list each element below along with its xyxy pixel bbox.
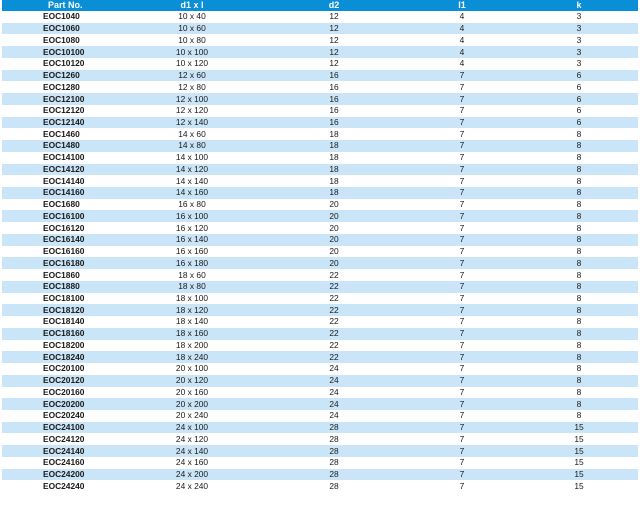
cell-k: 3 <box>520 46 638 58</box>
table-row <box>2 46 638 58</box>
cell-d1xl: 18 x 140 <box>175 316 209 327</box>
cell-part-no: EOC1060 <box>2 23 120 35</box>
cell-part-no: EOC18240 <box>2 351 120 363</box>
cell-l1: 7 <box>404 164 520 176</box>
cell-k: 15 <box>520 422 638 434</box>
cell-k: 3 <box>576 34 582 45</box>
table-row <box>2 363 638 375</box>
cell-k: 8 <box>520 257 638 269</box>
table-header <box>2 0 638 11</box>
cell-part-no: EOC16120 <box>43 222 85 233</box>
cell-k: 8 <box>576 292 582 303</box>
cell-d2: 22 <box>264 351 404 363</box>
cell-l1: 4 <box>404 46 520 58</box>
cell-k: 8 <box>576 386 582 397</box>
cell-part-no: EOC24100 <box>2 422 120 434</box>
cell-d1xl: 24 x 140 <box>120 445 264 457</box>
cell-k: 15 <box>574 480 584 491</box>
cell-l1: 7 <box>459 152 465 163</box>
table-row <box>2 58 638 70</box>
cell-d2: 24 <box>329 386 339 397</box>
cell-part-no: EOC20200 <box>2 398 120 410</box>
cell-l1: 4 <box>459 11 465 22</box>
cell-d2: 28 <box>264 422 404 434</box>
cell-l1: 4 <box>459 58 465 69</box>
cell-d1xl: 24 x 120 <box>175 433 209 444</box>
cell-d2: 24 <box>264 398 404 410</box>
cell-k: 8 <box>576 246 582 257</box>
cell-d2: 28 <box>264 445 404 457</box>
cell-part-no: EOC24120 <box>43 433 85 444</box>
table-row <box>2 293 638 305</box>
cell-k: 8 <box>576 410 582 421</box>
table-row <box>2 480 638 492</box>
cell-l1: 7 <box>404 445 520 457</box>
cell-l1: 7 <box>404 210 520 222</box>
cell-k: 8 <box>520 187 638 199</box>
cell-d1xl: 20 x 200 <box>120 398 264 410</box>
cell-d1xl: 14 x 80 <box>120 140 264 152</box>
cell-d1xl: 18 x 120 <box>120 304 264 316</box>
cell-d1xl: 12 x 140 <box>120 117 264 129</box>
cell-d2: 20 <box>264 210 404 222</box>
table-row <box>2 340 638 352</box>
cell-l1: 7 <box>404 304 520 316</box>
cell-d1xl: 14 x 140 <box>175 175 209 186</box>
cell-k: 8 <box>576 128 582 139</box>
cell-l1: 7 <box>459 292 465 303</box>
cell-k: 8 <box>520 281 638 293</box>
cell-d1xl: 24 x 200 <box>120 469 264 481</box>
cell-part-no: EOC18140 <box>43 316 85 327</box>
cell-l1: 7 <box>404 351 520 363</box>
cell-d2: 22 <box>264 328 404 340</box>
cell-l1: 7 <box>404 257 520 269</box>
table-row <box>2 269 638 281</box>
cell-l1: 7 <box>404 422 520 434</box>
cell-part-no: EOC24240 <box>43 480 85 491</box>
cell-l1: 7 <box>459 363 465 374</box>
cell-d2: 20 <box>264 257 404 269</box>
cell-d1xl: 16 x 180 <box>120 257 264 269</box>
cell-l1: 7 <box>459 457 465 468</box>
cell-k: 8 <box>576 339 582 350</box>
cell-d1xl: 18 x 240 <box>120 351 264 363</box>
cell-k: 8 <box>576 222 582 233</box>
cell-l1: 7 <box>459 269 465 280</box>
cell-k: 15 <box>520 445 638 457</box>
cell-d1xl: 10 x 100 <box>120 46 264 58</box>
cell-d2: 18 <box>264 140 404 152</box>
cell-d1xl: 10 x 120 <box>175 58 209 69</box>
cell-l1: 7 <box>404 375 520 387</box>
table-body <box>2 11 638 492</box>
cell-d2: 24 <box>329 410 339 421</box>
cell-k: 6 <box>520 93 638 105</box>
cell-d2: 18 <box>329 128 339 139</box>
cell-d2: 20 <box>329 222 339 233</box>
cell-d2: 22 <box>329 292 339 303</box>
cell-k: 8 <box>520 234 638 246</box>
cell-part-no: EOC24140 <box>2 445 120 457</box>
cell-part-no: EOC1460 <box>43 128 80 139</box>
cell-k: 6 <box>520 117 638 129</box>
table-row <box>2 23 638 35</box>
table-row <box>2 316 638 328</box>
cell-d1xl: 14 x 60 <box>178 128 206 139</box>
cell-k: 8 <box>576 316 582 327</box>
header-row <box>2 0 638 11</box>
cell-d1xl: 24 x 100 <box>120 422 264 434</box>
table-row <box>2 375 638 387</box>
cell-part-no: EOC24200 <box>2 469 120 481</box>
cell-d2: 18 <box>329 152 339 163</box>
cell-d2: 16 <box>264 117 404 129</box>
table-row <box>2 11 638 23</box>
cell-d2: 22 <box>329 269 339 280</box>
cell-d2: 28 <box>329 457 339 468</box>
header-d1xl: d1 x l <box>120 0 264 11</box>
cell-l1: 7 <box>459 105 465 116</box>
cell-d2: 18 <box>264 187 404 199</box>
cell-k: 3 <box>520 23 638 35</box>
cell-d2: 12 <box>264 46 404 58</box>
cell-l1: 7 <box>459 199 465 210</box>
cell-part-no: EOC14120 <box>2 164 120 176</box>
cell-k: 8 <box>576 152 582 163</box>
cell-part-no: EOC1860 <box>43 269 80 280</box>
header-k: k <box>520 0 638 11</box>
table-row <box>2 457 638 469</box>
table-row <box>2 210 638 222</box>
table-row <box>2 351 638 363</box>
table-row <box>2 175 638 187</box>
parts-table <box>2 0 638 492</box>
header-d2: d2 <box>264 0 404 11</box>
cell-d1xl: 18 x 200 <box>175 339 209 350</box>
cell-d1xl: 20 x 160 <box>175 386 209 397</box>
cell-l1: 7 <box>459 246 465 257</box>
cell-d1xl: 10 x 80 <box>178 34 206 45</box>
cell-part-no: EOC20160 <box>43 386 85 397</box>
cell-d1xl: 14 x 120 <box>120 164 264 176</box>
cell-part-no: EOC20120 <box>2 375 120 387</box>
cell-part-no: EOC1080 <box>43 34 80 45</box>
cell-l1: 7 <box>404 328 520 340</box>
cell-part-no: EOC1680 <box>43 199 80 210</box>
cell-d2: 18 <box>329 175 339 186</box>
cell-l1: 7 <box>404 281 520 293</box>
cell-k: 3 <box>576 11 582 22</box>
cell-d1xl: 12 x 120 <box>175 105 209 116</box>
table-row <box>2 81 638 93</box>
cell-d2: 16 <box>264 70 404 82</box>
table-row <box>2 128 638 140</box>
cell-d2: 20 <box>264 234 404 246</box>
cell-part-no: EOC18160 <box>2 328 120 340</box>
cell-d1xl: 10 x 60 <box>120 23 264 35</box>
cell-k: 8 <box>520 304 638 316</box>
cell-part-no: EOC10100 <box>2 46 120 58</box>
cell-d2: 22 <box>329 339 339 350</box>
table-row <box>2 34 638 46</box>
cell-d1xl: 12 x 80 <box>178 81 206 92</box>
cell-k: 15 <box>574 433 584 444</box>
cell-l1: 7 <box>459 128 465 139</box>
table-row <box>2 410 638 422</box>
cell-d1xl: 18 x 160 <box>120 328 264 340</box>
table-row <box>2 469 638 481</box>
cell-l1: 7 <box>459 222 465 233</box>
cell-k: 8 <box>520 164 638 176</box>
cell-d1xl: 24 x 240 <box>175 480 209 491</box>
cell-d1xl: 16 x 120 <box>175 222 209 233</box>
table-row <box>2 445 638 457</box>
cell-d2: 12 <box>329 34 339 45</box>
cell-d1xl: 12 x 100 <box>120 93 264 105</box>
table-row <box>2 164 638 176</box>
cell-d1xl: 18 x 100 <box>175 292 209 303</box>
cell-part-no: EOC16160 <box>43 246 85 257</box>
cell-l1: 7 <box>404 117 520 129</box>
cell-k: 8 <box>520 351 638 363</box>
table-row <box>2 281 638 293</box>
cell-k: 8 <box>576 269 582 280</box>
cell-d2: 24 <box>329 363 339 374</box>
cell-k: 6 <box>576 81 582 92</box>
cell-d2: 18 <box>264 164 404 176</box>
cell-d1xl: 20 x 120 <box>120 375 264 387</box>
cell-l1: 7 <box>459 386 465 397</box>
table-row <box>2 387 638 399</box>
table-row <box>2 433 638 445</box>
cell-d1xl: 10 x 40 <box>178 11 206 22</box>
cell-d1xl: 12 x 60 <box>120 70 264 82</box>
cell-part-no: EOC12140 <box>2 117 120 129</box>
cell-l1: 7 <box>459 410 465 421</box>
cell-k: 6 <box>576 105 582 116</box>
cell-k: 8 <box>520 210 638 222</box>
cell-l1: 7 <box>404 93 520 105</box>
cell-d2: 28 <box>329 433 339 444</box>
cell-d2: 28 <box>264 469 404 481</box>
cell-part-no: EOC1040 <box>43 11 80 22</box>
cell-k: 8 <box>520 140 638 152</box>
cell-l1: 7 <box>404 70 520 82</box>
table-row <box>2 304 638 316</box>
cell-d1xl: 24 x 160 <box>175 457 209 468</box>
cell-part-no: EOC12100 <box>2 93 120 105</box>
cell-d1xl: 20 x 100 <box>175 363 209 374</box>
cell-d1xl: 14 x 100 <box>175 152 209 163</box>
cell-k: 3 <box>576 58 582 69</box>
cell-l1: 4 <box>404 23 520 35</box>
table-row <box>2 222 638 234</box>
cell-l1: 7 <box>404 187 520 199</box>
cell-d1xl: 14 x 160 <box>120 187 264 199</box>
cell-d2: 28 <box>329 480 339 491</box>
cell-d2: 12 <box>264 23 404 35</box>
cell-part-no: EOC18200 <box>43 339 85 350</box>
cell-part-no: EOC16140 <box>2 234 120 246</box>
cell-d1xl: 20 x 240 <box>175 410 209 421</box>
cell-part-no: EOC14140 <box>43 175 85 186</box>
cell-d2: 20 <box>329 199 339 210</box>
cell-part-no: EOC18120 <box>2 304 120 316</box>
cell-d1xl: 16 x 140 <box>120 234 264 246</box>
cell-d2: 24 <box>264 375 404 387</box>
cell-k: 8 <box>520 375 638 387</box>
cell-k: 6 <box>520 70 638 82</box>
cell-part-no: EOC16100 <box>2 210 120 222</box>
cell-part-no: EOC20240 <box>43 410 85 421</box>
cell-d2: 22 <box>264 281 404 293</box>
table-row <box>2 140 638 152</box>
cell-d2: 22 <box>264 304 404 316</box>
table-row <box>2 328 638 340</box>
cell-l1: 7 <box>459 175 465 186</box>
cell-k: 8 <box>520 328 638 340</box>
cell-l1: 7 <box>404 234 520 246</box>
cell-part-no: EOC1280 <box>43 81 80 92</box>
cell-part-no: EOC1480 <box>2 140 120 152</box>
cell-k: 8 <box>576 175 582 186</box>
cell-d2: 12 <box>329 11 339 22</box>
table-row <box>2 199 638 211</box>
cell-l1: 7 <box>404 469 520 481</box>
cell-part-no: EOC12120 <box>43 105 85 116</box>
cell-k: 8 <box>576 199 582 210</box>
cell-part-no: EOC24160 <box>43 457 85 468</box>
cell-part-no: EOC14100 <box>43 152 85 163</box>
table-row <box>2 93 638 105</box>
cell-d2: 20 <box>329 246 339 257</box>
cell-k: 8 <box>576 363 582 374</box>
cell-d1xl: 18 x 80 <box>120 281 264 293</box>
table-row <box>2 152 638 164</box>
cell-d1xl: 16 x 100 <box>120 210 264 222</box>
table-row <box>2 70 638 82</box>
table-row <box>2 187 638 199</box>
cell-k: 8 <box>520 398 638 410</box>
cell-part-no: EOC1260 <box>2 70 120 82</box>
cell-l1: 7 <box>459 480 465 491</box>
cell-d2: 12 <box>329 58 339 69</box>
cell-d1xl: 16 x 80 <box>178 199 206 210</box>
cell-d2: 16 <box>329 81 339 92</box>
cell-l1: 7 <box>459 339 465 350</box>
table-row <box>2 422 638 434</box>
table-row <box>2 105 638 117</box>
cell-part-no: EOC10120 <box>43 58 85 69</box>
table-row <box>2 246 638 258</box>
cell-k: 15 <box>520 469 638 481</box>
cell-l1: 7 <box>404 140 520 152</box>
cell-d1xl: 18 x 60 <box>178 269 206 280</box>
cell-l1: 7 <box>459 433 465 444</box>
cell-l1: 7 <box>459 316 465 327</box>
header-part-no: Part No. <box>2 0 120 11</box>
table-row <box>2 117 638 129</box>
table-row <box>2 257 638 269</box>
cell-part-no: EOC1880 <box>2 281 120 293</box>
cell-d1xl: 16 x 160 <box>175 246 209 257</box>
table-row <box>2 398 638 410</box>
cell-part-no: EOC18100 <box>43 292 85 303</box>
cell-l1: 7 <box>459 81 465 92</box>
table-row <box>2 234 638 246</box>
header-l1: l1 <box>404 0 520 11</box>
cell-part-no: EOC14160 <box>2 187 120 199</box>
cell-l1: 4 <box>459 34 465 45</box>
cell-k: 15 <box>574 457 584 468</box>
cell-d2: 16 <box>329 105 339 116</box>
cell-part-no: EOC16180 <box>2 257 120 269</box>
cell-d2: 16 <box>264 93 404 105</box>
cell-part-no: EOC20100 <box>43 363 85 374</box>
cell-l1: 7 <box>404 398 520 410</box>
cell-d2: 22 <box>329 316 339 327</box>
